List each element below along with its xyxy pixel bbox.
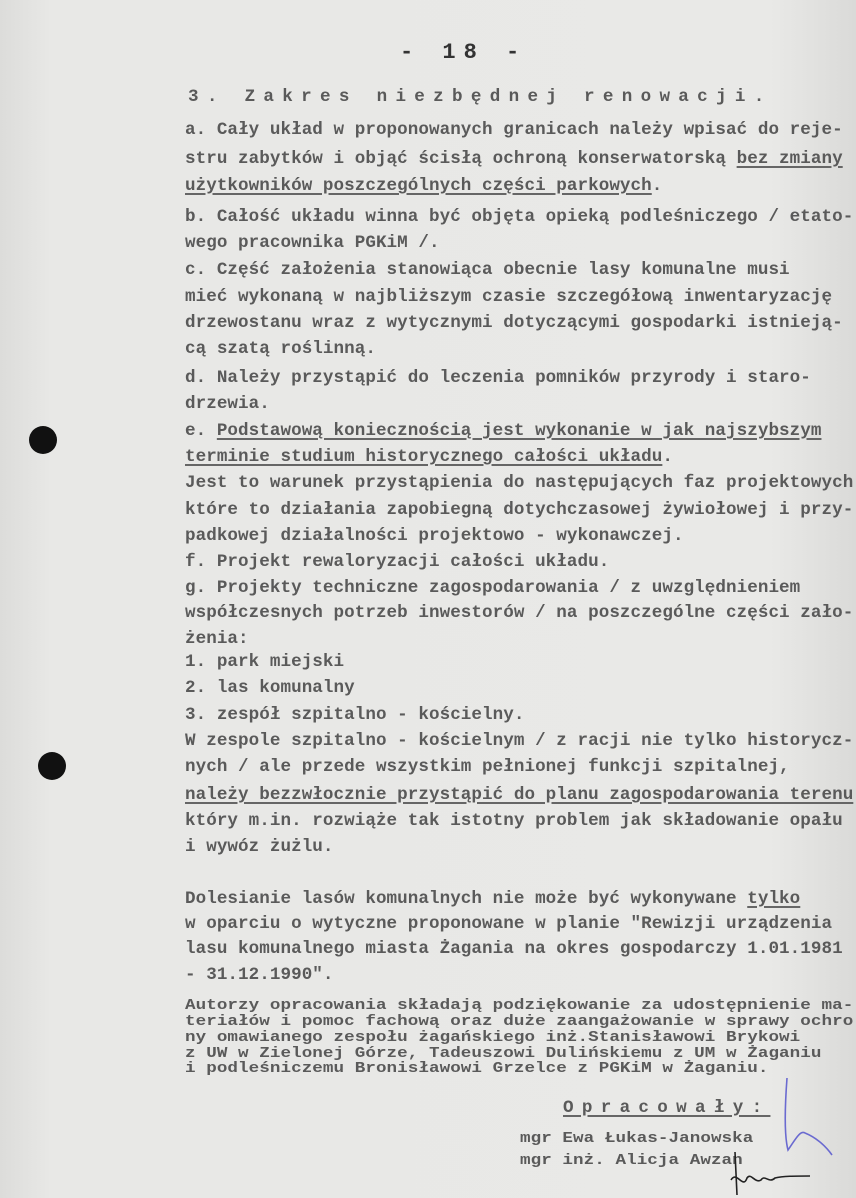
text-line [185, 888, 800, 910]
prepared-by-heading: Opracowały: [563, 1098, 771, 1118]
text-line: współczesnych potrzeb inwestorów / na poszczególne części zało- [185, 603, 854, 623]
page-number: - 18 - [400, 40, 528, 65]
author-name: mgr inż. Alicja Awzan [520, 1152, 743, 1169]
text-line: które to działania zapobiegną dotychczasowej żywiołowej i przy- [185, 500, 854, 520]
text-span: . [662, 447, 673, 467]
text-span: e. [185, 421, 217, 441]
text-line: i wywóz żużlu. [185, 837, 334, 857]
text-line: padkowej działalności projektowo - wykonawczej. [185, 526, 684, 546]
underlined-text: Podstawową koniecznością jest wykonanie w jak najszybszym [216, 421, 822, 441]
underlined-text: tylko [747, 889, 801, 909]
section-title: 3. Zakres niezbędnej renowacji. [188, 87, 773, 107]
text-line: lasu komunalnego miasta Żagania na okres gospodarczy 1.01.1981 [185, 939, 843, 959]
text-line: drzewia. [185, 394, 270, 414]
text-line: - 31.12.1990". [185, 965, 334, 985]
text-line [185, 446, 673, 468]
text-line [185, 148, 843, 170]
text-line: a. Cały układ w proponowanych granicach należy wpisać do reje- [185, 120, 843, 140]
text-line [185, 420, 821, 442]
list-item: 2. las komunalny [185, 678, 355, 698]
acknowledgement-line: teriałów i pomoc fachową oraz duże zaangażowanie w sprawy ochro [185, 1013, 854, 1030]
text-line: W zespole szpitalno - kościelnym / z racji nie tylko historycz- [185, 731, 854, 751]
underlined-text: użytkowników poszczególnych części parkowych [185, 176, 652, 196]
text-span: stru zabytków i objąć ścisłą ochroną konserwatorską [185, 149, 737, 169]
text-span: Dolesianie lasów komunalnych nie może być wykonywane [185, 889, 748, 909]
text-line [185, 175, 662, 197]
author-name: mgr Ewa Łukas-Janowska [520, 1130, 754, 1147]
underlined-text: terminie studium historycznego całości układu [185, 447, 663, 467]
text-line: f. Projekt rewaloryzacji całości układu. [185, 552, 610, 572]
text-line: wego pracownika PGKiM /. [185, 233, 440, 253]
text-line: cą szatą roślinną. [185, 339, 376, 359]
punch-hole [38, 752, 66, 780]
text-line: mieć wykonaną w najbliższym czasie szczegółową inwentaryzację [185, 287, 833, 307]
acknowledgement-line: Autorzy opracowania składają podziękowanie za udostępnienie ma- [185, 997, 854, 1014]
list-item: 3. zespół szpitalno - kościelny. [185, 705, 525, 725]
text-line: Jest to warunek przystąpienia do następujących faz projektowych [185, 473, 854, 493]
acknowledgement-line: z UW w Zielonej Górze, Tadeuszowi Dulińskiemu z UM w Żaganiu [185, 1045, 822, 1062]
text-line: g. Projekty techniczne zagospodarowania / z uwzględnieniem [185, 578, 801, 598]
text-line: który m.in. rozwiąże tak istotny problem jak składowanie opału [185, 811, 843, 831]
acknowledgement-line: i podleśniczemu Bronisławowi Grzelce z PGKiM w Żaganiu. [185, 1060, 769, 1077]
black-signature-icon [725, 1150, 815, 1198]
underlined-text: należy bezzwłocznie przystąpić do planu zagospodarowania terenu [185, 785, 854, 805]
acknowledgement-line: ny omawianego zespołu żagańskiego inż.Stanisławowi Brykowi [185, 1029, 801, 1046]
text-line: w oparciu o wytyczne proponowane w planie "Rewizji urządzenia [185, 914, 833, 934]
underlined-text: bez zmiany [736, 149, 843, 169]
text-line: nych / ale przede wszystkim pełnionej funkcji szpitalnej, [185, 757, 790, 777]
text-line: d. Należy przystąpić do leczenia pomników przyrody i staro- [185, 368, 811, 388]
text-line: b. Całość układu winna być objęta opieką podleśniczego / etato- [185, 207, 854, 227]
text-line: żenia: [185, 629, 249, 649]
text-line: c. Część założenia stanowiąca obecnie lasy komunalne musi [185, 260, 790, 280]
text-span: . [651, 176, 663, 196]
punch-hole [29, 426, 57, 454]
text-line: drzewostanu wraz z wytycznymi dotyczącymi gospodarki istnieją- [185, 313, 843, 333]
list-item: 1. park miejski [185, 652, 345, 672]
